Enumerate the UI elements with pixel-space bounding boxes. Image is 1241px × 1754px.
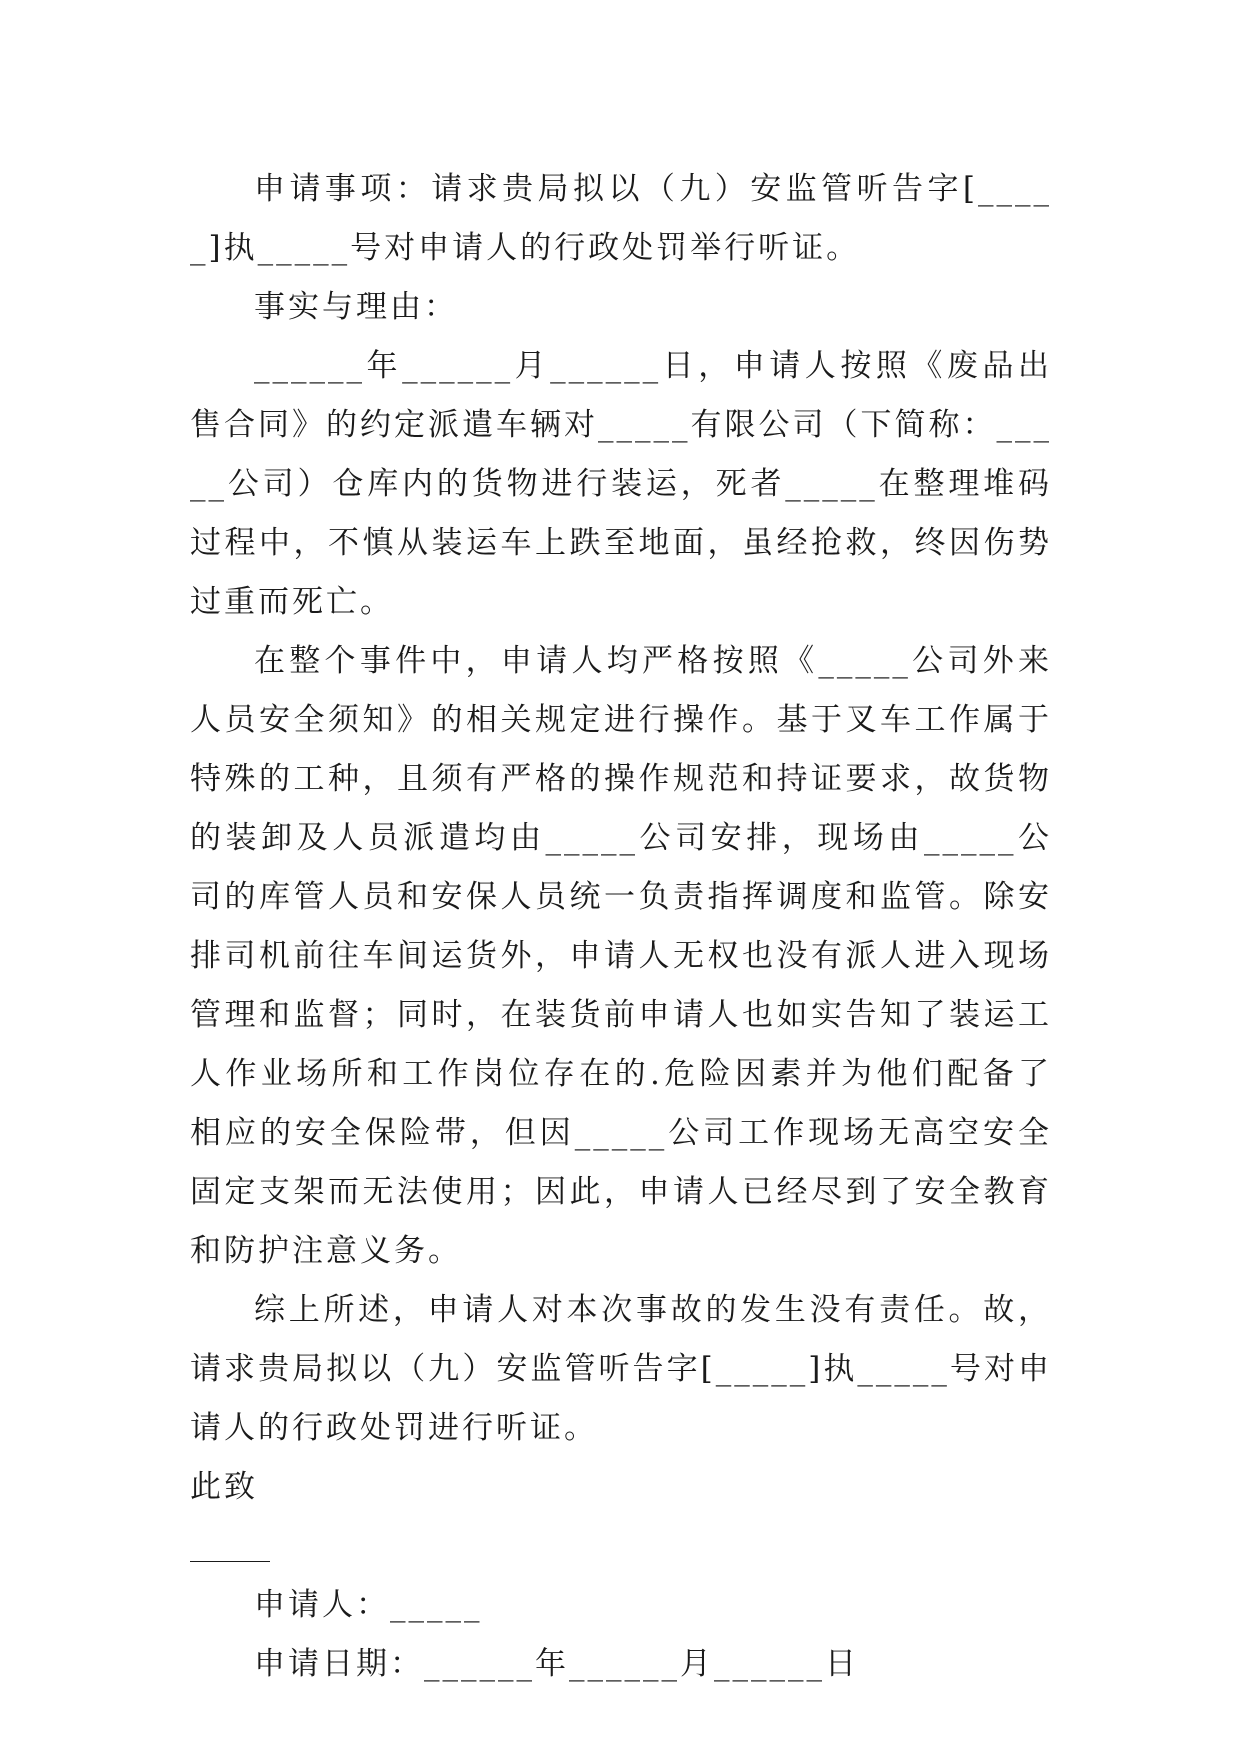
conclusion-paragraph: 综上所述，申请人对本次事故的发生没有责任。故，请求贵局拟以（九）安监管听告字[_____]执_____号对申请人的行政处罚进行听证。 — [190, 1292, 1052, 1446]
recipient-blank-line — [190, 1517, 1052, 1576]
document-page — [190, 160, 1052, 1694]
facts-heading: 事实与理由： — [254, 289, 458, 325]
event-paragraph: 在整个事件中，申请人均严格按照《_____公司外来人员安全须知》的相关规定进行操作。基于叉车工作属于特殊的工种，且须有严格的操作规范和持证要求，故货物的装卸及人员派遣均由_____公司安排，现场由_____公司的库管人员和安保人员统一负责指挥调度和监管。除安排司机前往车间运货外，申请人无权也没有派人进入现场管理和监督；同时，在装货前申请人也如实告知了装运工人作业场所和工作岗位存在的.危险因素并为他们配备了相应的安全保险带，但因_____公司工作现场无高空安全固定支架而无法使用；因此，申请人已经尽到了安全教育和防护注意义务。 — [190, 643, 1052, 1269]
closing-salutation: 此致 — [190, 1469, 258, 1505]
application-date: 申请日期：______年______月______日 — [254, 1646, 859, 1682]
request-paragraph: 申请事项：请求贵局拟以（九）安监管听告字[_____]执_____号对申请人的行政处罚举行听证。 — [190, 171, 1052, 266]
facts-paragraph: ______年______月______日，申请人按照《废品出售合同》的约定派遣车辆对_____有限公司（下简称：_____公司）仓库内的货物进行装运，死者_____在整理堆码过程中，不慎从装运车上跌至地面，虽经抢救，终因伤势过重而死亡。 — [190, 348, 1052, 620]
applicant-signature: 申请人：_____ — [254, 1587, 483, 1623]
